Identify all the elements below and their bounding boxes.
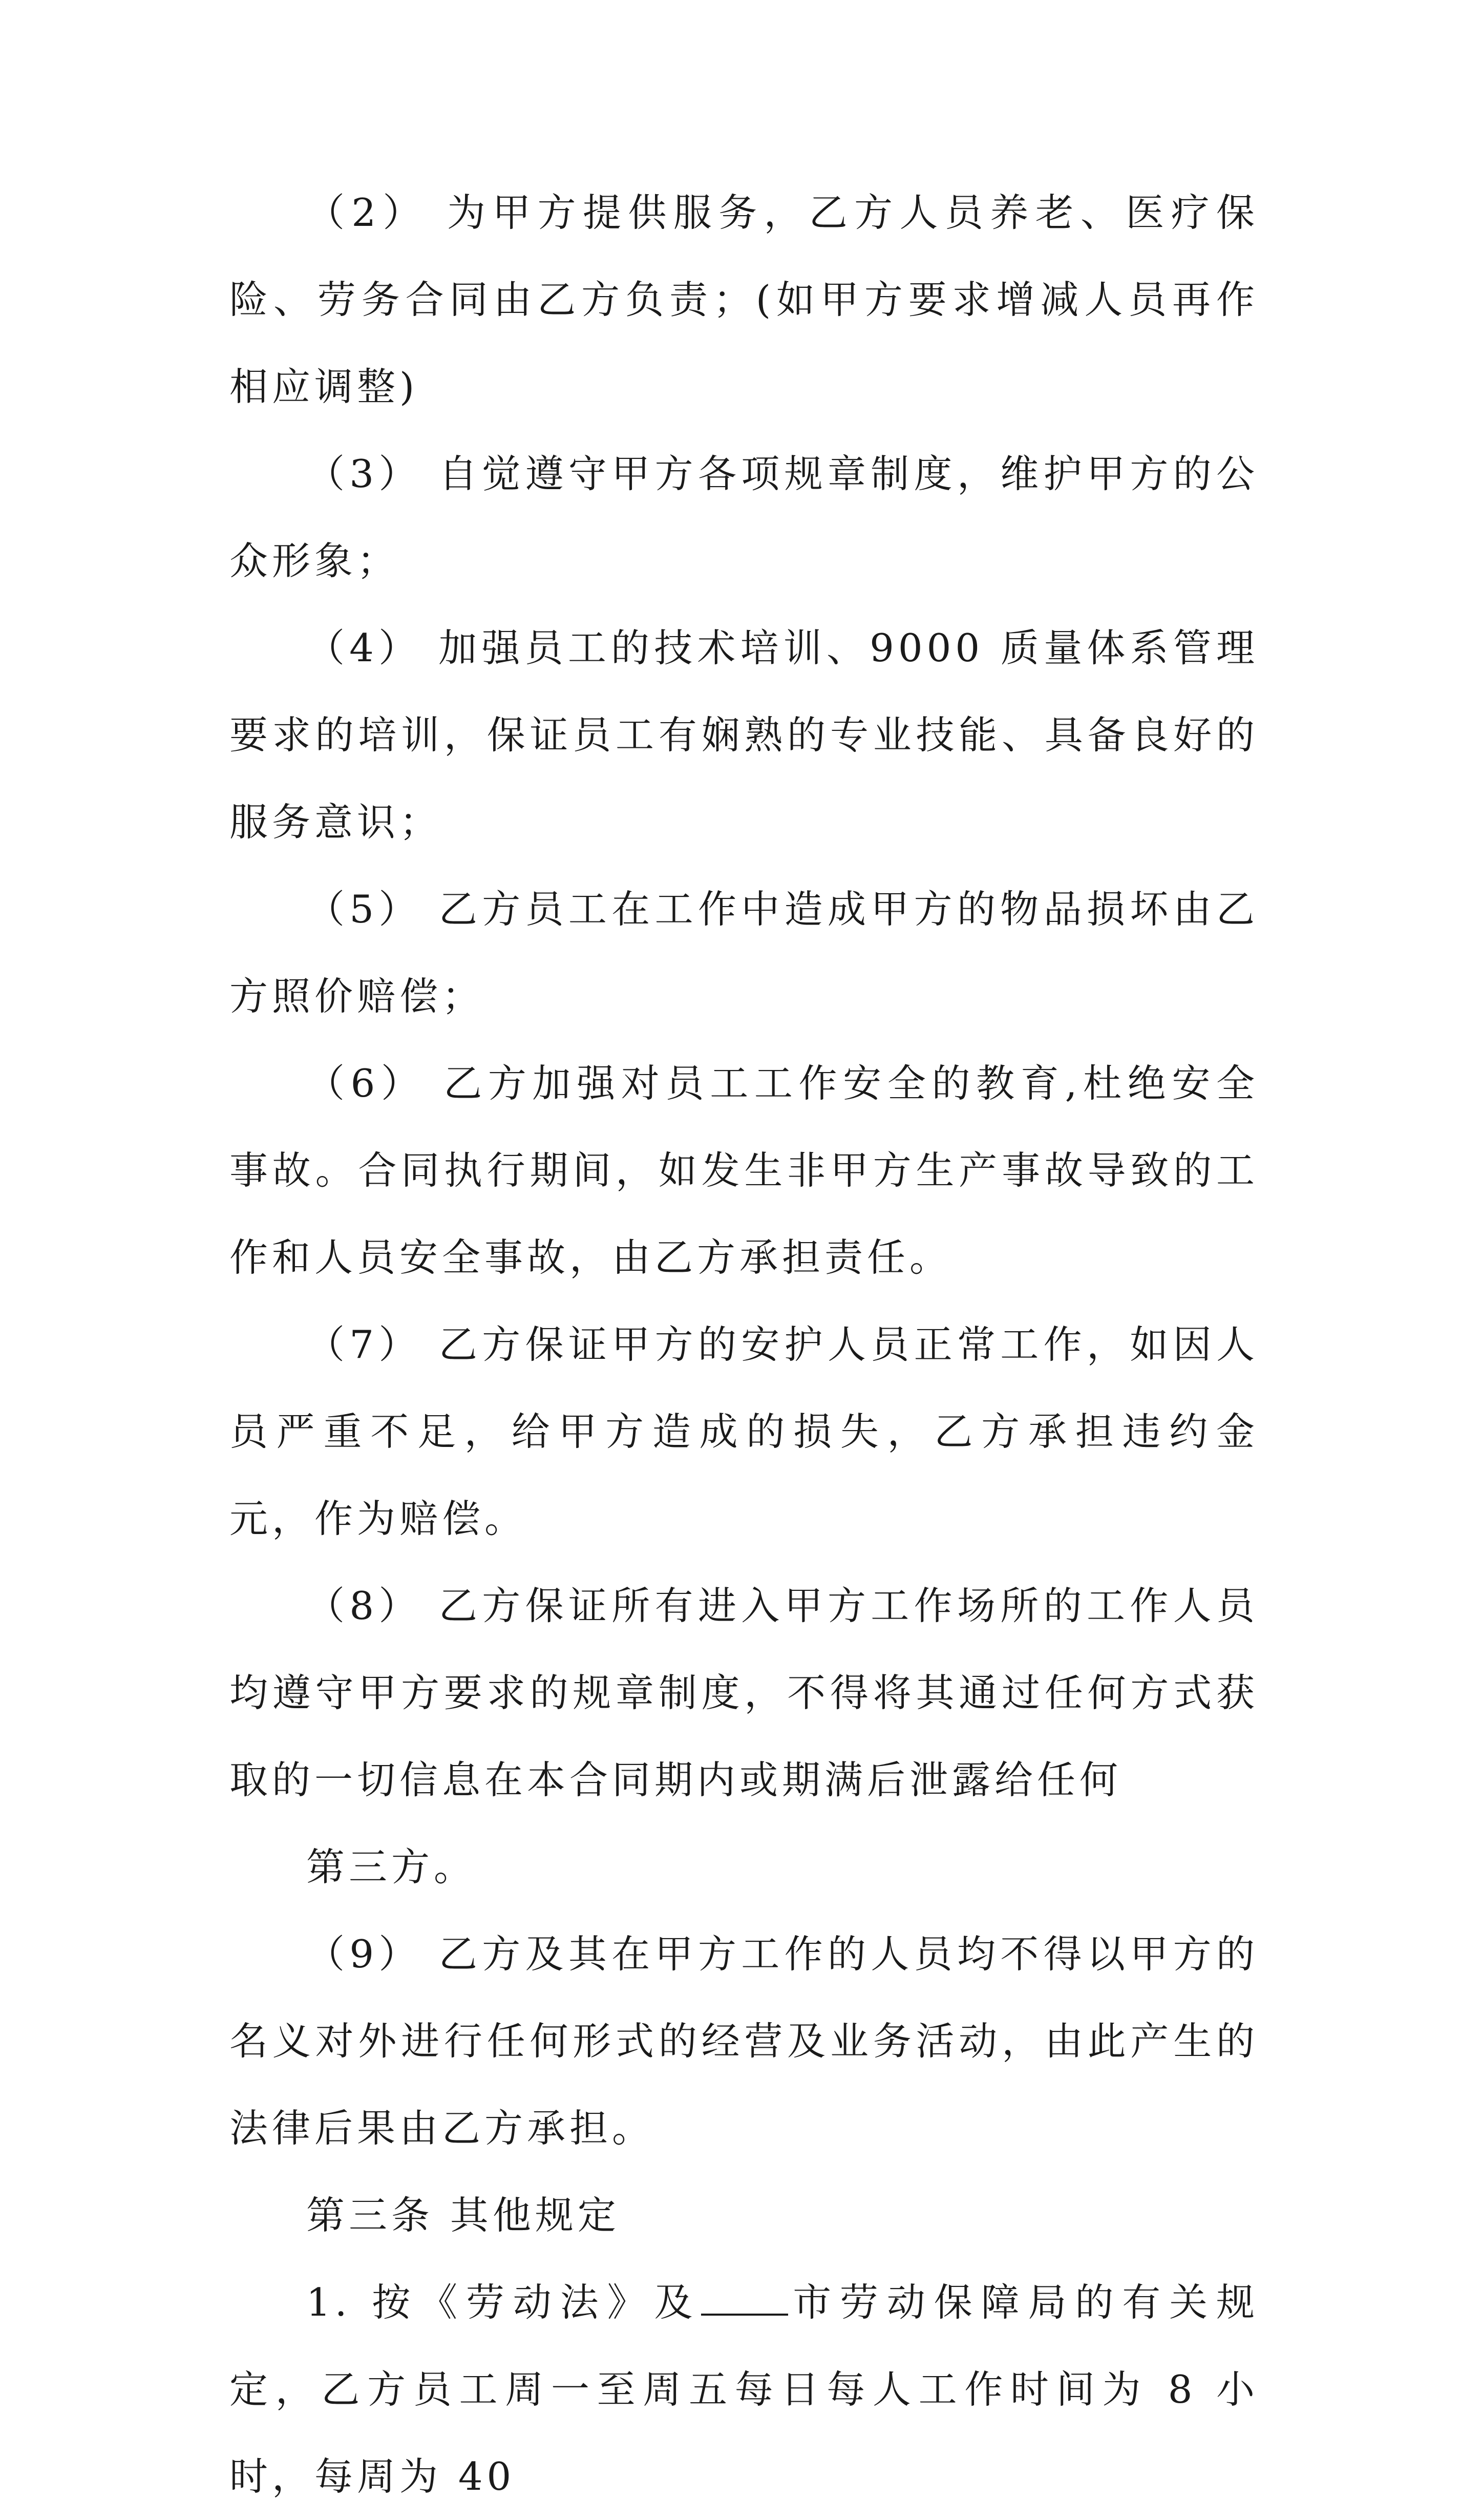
paragraph-item-8-continued: 第三方。: [306, 1844, 477, 1889]
paragraph-item-3: （3） 自觉遵守甲方各项规章制度，维护甲方的公众形象；: [229, 451, 1259, 583]
paragraph-item-4: （4） 加强员工的技术培训、9000 质量体系管理要求的培训，保证员工有娴熟的专业技能、具备良好的服务意识；: [229, 625, 1259, 845]
paragraph-item-8: （8） 乙方保证所有进入甲方工作场所的工作人员均遵守甲方要求的规章制度，不得将其通过任何方式获取的一切信息在本合同期内或期满后泄露给任何: [229, 1583, 1259, 1802]
paragraph-item-7: （7） 乙方保证甲方的安护人员正常工作，如因人员严重不足，给甲方造成的损失，乙方承担违约金 元，作为赔偿。: [229, 1322, 1259, 1541]
article-3-item-1: [229, 2259, 1259, 2520]
paragraph-item-5: （5） 乙方员工在工作中造成甲方的物品损坏由乙方照价赔偿；: [229, 887, 1259, 1019]
item-1-text-start: 1. 按《劳动法》及: [306, 2280, 702, 2325]
article-3-heading: 第三条 其他规定: [306, 2193, 620, 2238]
item-1-text-end: 市劳动保障局的有关规定，乙方员工周一至周五每日每人工作时间为 8 小时，每周为 40: [229, 2280, 1259, 2499]
paragraph-item-2: （2） 为甲方提供服务，乙方人员养老、医疗保险、劳务合同由乙方负责；(如甲方要求增减人员再作相应调整): [229, 190, 1259, 409]
paragraph-item-6: （6） 乙方加强对员工工作安全的教育,杜绝安全事故。合同执行期间，如发生非甲方生产事故导致的工作和人员安全事故，由乙方承担责任。: [229, 1061, 1259, 1280]
fill-in-blank-city: [701, 2283, 788, 2316]
document-page: [229, 169, 1259, 2520]
paragraph-item-9: （9） 乙方及其在甲方工作的人员均不得以甲方的名义对外进行任何形式的经营及业务活动，由此产生的法律后果由乙方承担。: [229, 1931, 1259, 2151]
